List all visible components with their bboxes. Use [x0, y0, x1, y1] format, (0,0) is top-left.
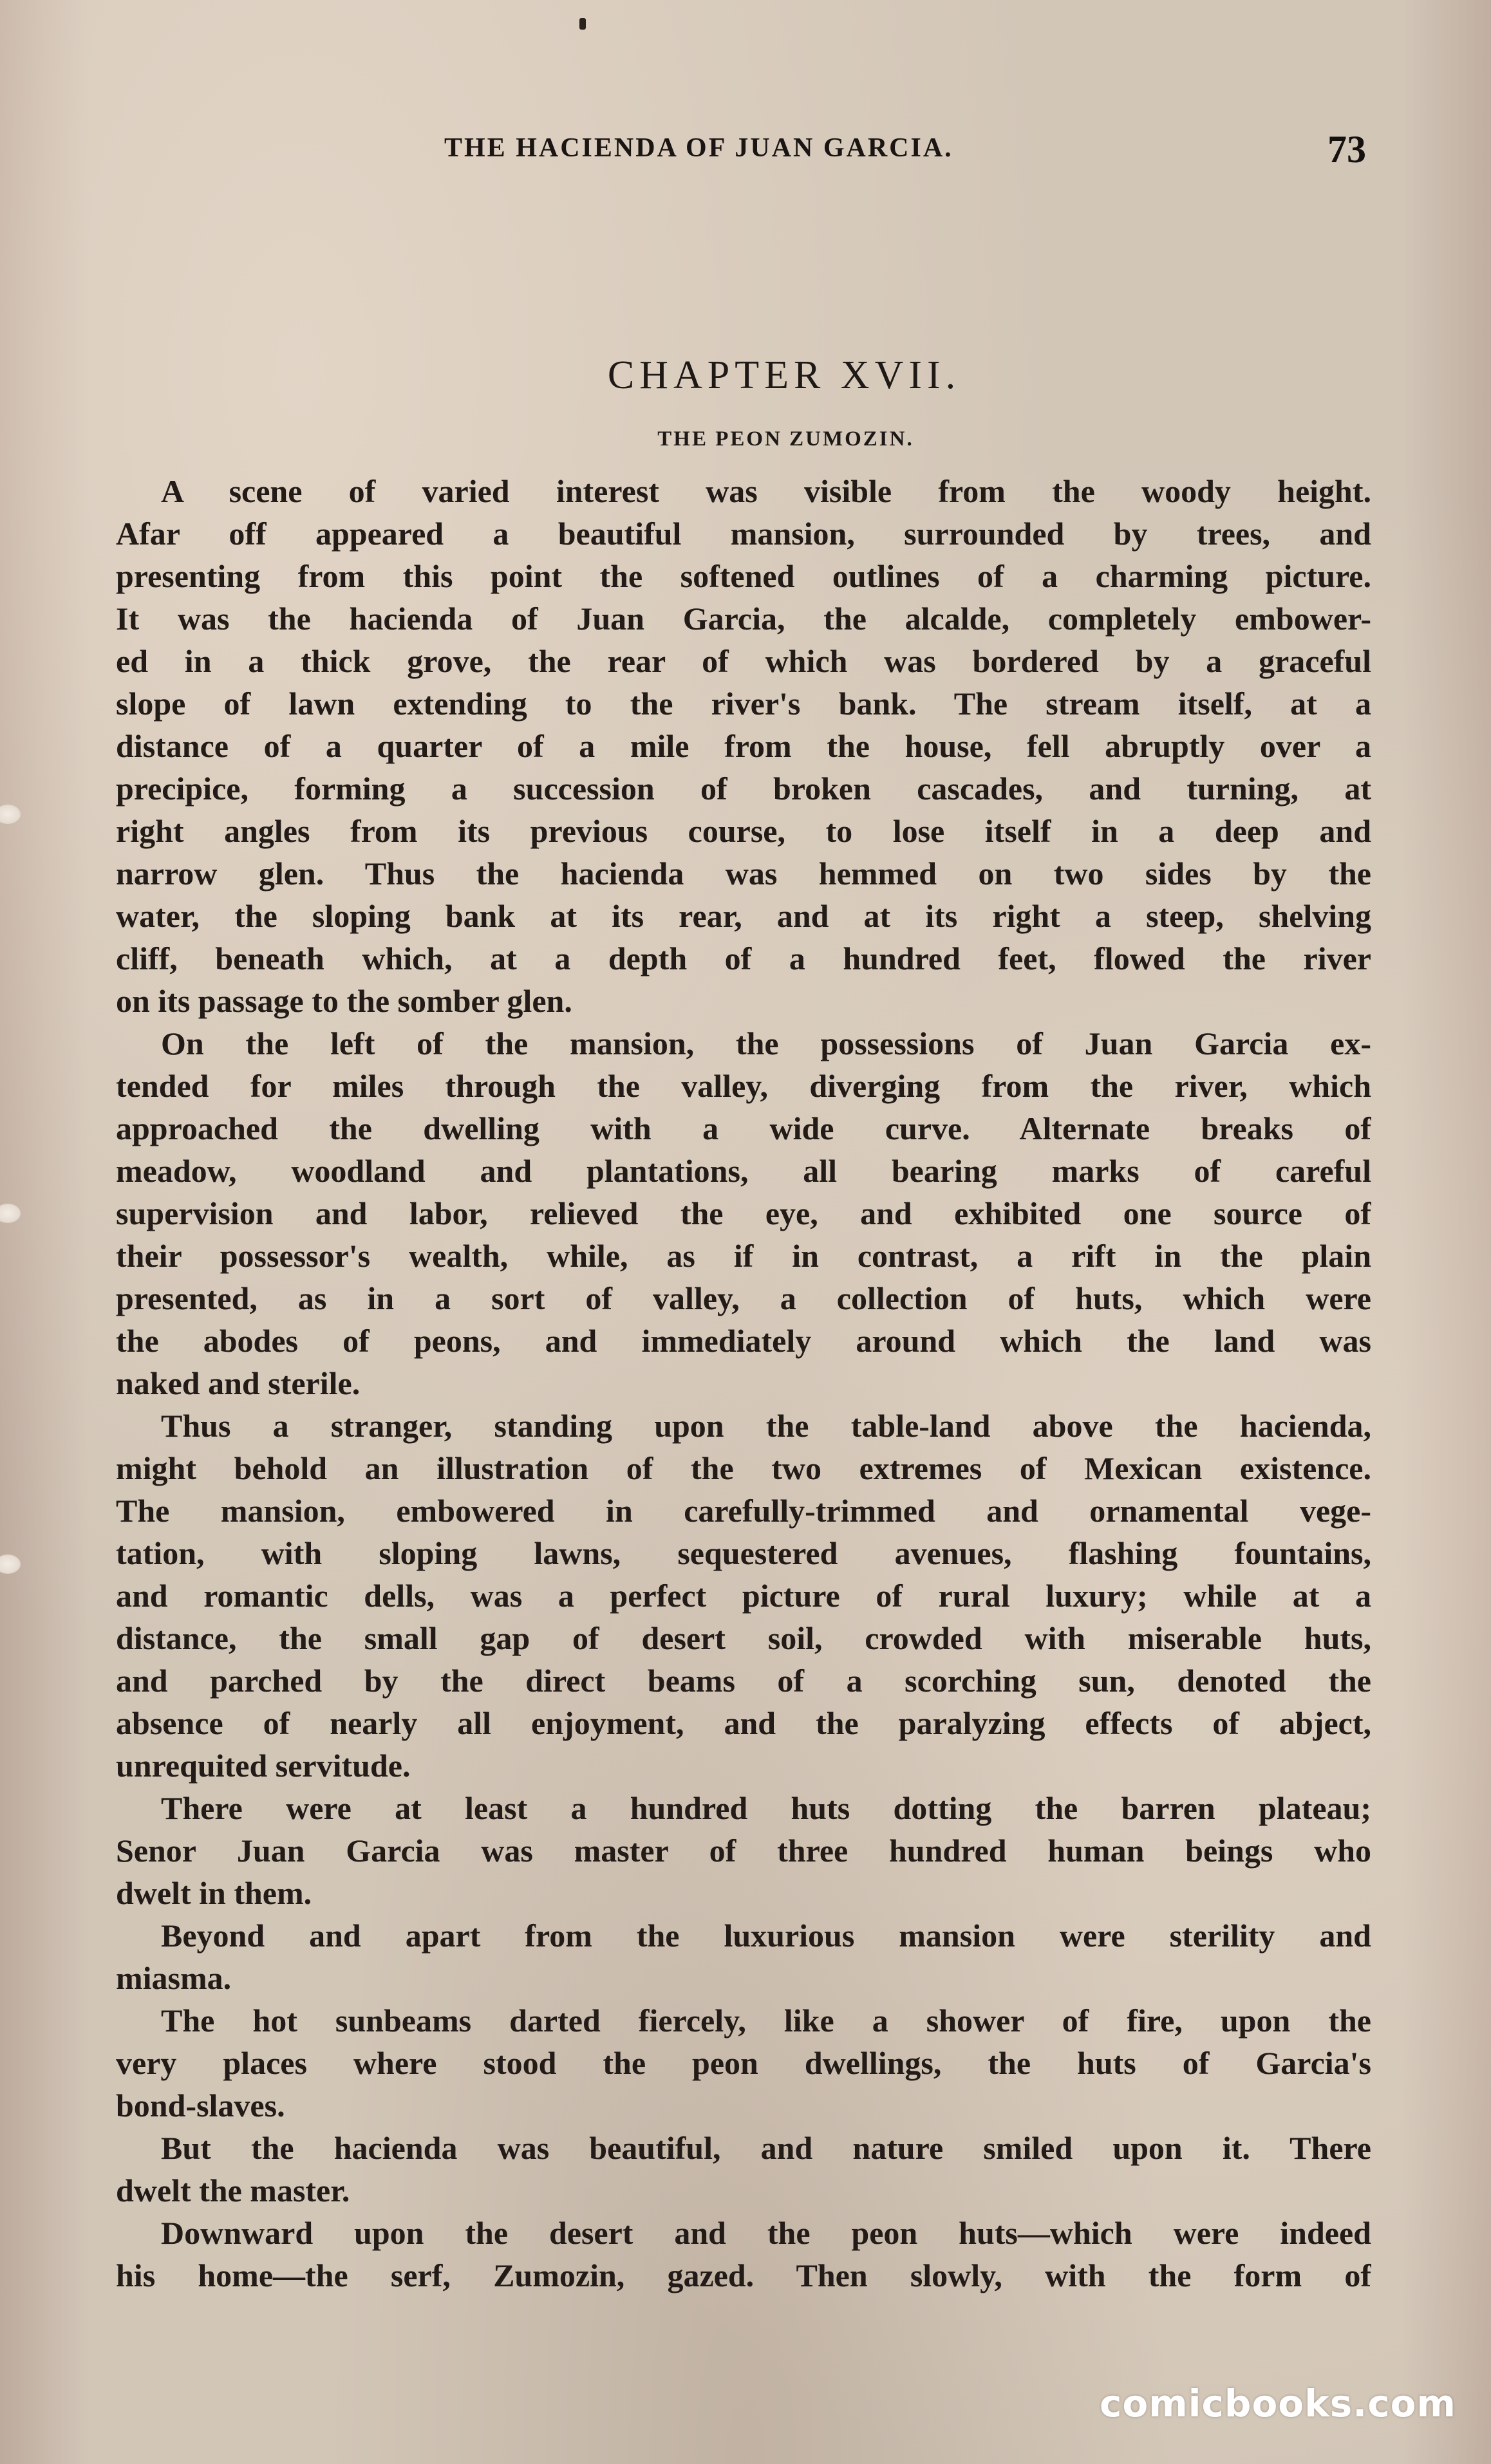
text-line: precipice, forming a succession of broken cascades, and turning, at: [116, 770, 1371, 807]
text-line: unrequited servitude.: [116, 1748, 411, 1784]
text-line: On the left of the mansion, the possessions of Juan Garcia ex-: [161, 1025, 1371, 1061]
text-line: presenting from this point the softened outlines of a charming picture.: [116, 558, 1371, 594]
text-line: meadow, woodland and plantations, all bearing marks of careful: [116, 1153, 1371, 1189]
text-line: and parched by the direct beams of a scorching sun, denoted the: [116, 1663, 1371, 1699]
page-damage-mark: [0, 1204, 21, 1223]
text-line: presented, as in a sort of valley, a collection of huts, which were: [116, 1280, 1371, 1316]
text-line: cliff, beneath which, at a depth of a hundred feet, flowed the river: [116, 940, 1371, 976]
text-line: The hot sunbeams darted fiercely, like a shower of fire, upon the: [161, 2002, 1371, 2039]
text-line: tation, with sloping lawns, sequestered avenues, flashing fountains,: [116, 1535, 1371, 1571]
text-line: It was the hacienda of Juan Garcia, the alcalde, completely embower-: [116, 601, 1371, 637]
text-line: Thus a stranger, standing upon the table-land above the hacienda,: [161, 1408, 1371, 1444]
text-line: Downward upon the desert and the peon huts—which were indeed: [161, 2215, 1371, 2251]
text-line: A scene of varied interest was visible from the woody height.: [161, 473, 1371, 509]
text-line: slope of lawn extending to the river's bank. The stream itself, at a: [116, 686, 1371, 722]
text-line: their possessor's wealth, while, as if in contrast, a rift in the plain: [116, 1238, 1371, 1274]
text-line: The mansion, embowered in carefully-trimmed and ornamental vege-: [116, 1493, 1371, 1529]
text-line: the abodes of peons, and immediately around which the land was: [116, 1323, 1371, 1359]
text-line: water, the sloping bank at its rear, and at its right a steep, shelving: [116, 898, 1371, 934]
text-line: narrow glen. Thus the hacienda was hemmed on two sides by the: [116, 855, 1371, 891]
text-line: very places where stood the peon dwellings, the huts of Garcia's: [116, 2045, 1371, 2081]
text-line: supervision and labor, relieved the eye, and exhibited one source of: [116, 1195, 1371, 1231]
chapter-body: [116, 470, 1371, 2297]
text-line: ed in a thick grove, the rear of which was bordered by a graceful: [116, 643, 1371, 679]
text-line: dwelt the master.: [116, 2172, 350, 2208]
text-line: miasma.: [116, 1960, 232, 1996]
text-line: Afar off appeared a beautiful mansion, surrounded by trees, and: [116, 516, 1371, 552]
text-line: approached the dwelling with a wide curve. Alternate breaks of: [116, 1110, 1371, 1146]
text-line: There were at least a hundred huts dotting the barren plateau;: [161, 1790, 1371, 1826]
page-damage-mark: [0, 805, 21, 824]
text-line: absence of nearly all enjoyment, and the paralyzing effects of abject,: [116, 1705, 1371, 1741]
text-line: distance of a quarter of a mile from the house, fell abruptly over a: [116, 728, 1371, 764]
text-line: Senor Juan Garcia was master of three hundred human beings who: [116, 1833, 1371, 1869]
chapter-subtitle: [0, 427, 1491, 451]
chapter-subtitle-text: THE PEON ZUMOZIN.: [657, 427, 914, 451]
page-damage-mark: [0, 1554, 21, 1574]
chapter-title: [0, 353, 1491, 398]
running-title: THE HACIENDA OF JUAN GARCIA.: [444, 133, 953, 163]
text-line: might behold an illustration of the two extremes of Mexican existence.: [116, 1450, 1371, 1486]
running-head: [0, 128, 1491, 171]
text-line: tended for miles through the valley, diverging from the river, which: [116, 1068, 1371, 1104]
text-line: and romantic dells, was a perfect picture of rural luxury; while at a: [116, 1578, 1371, 1614]
text-line: But the hacienda was beautiful, and nature smiled upon it. There: [161, 2130, 1371, 2166]
text-line: dwelt in them.: [116, 1875, 312, 1911]
text-line: right angles from its previous course, to lose itself in a deep and: [116, 813, 1371, 849]
page-number: 73: [1327, 128, 1366, 171]
text-line: Beyond and apart from the luxurious mansion were sterility and: [161, 1918, 1371, 1954]
watermark: comicbooks.com: [1100, 2382, 1456, 2425]
text-line: naked and sterile.: [116, 1365, 361, 1401]
text-line: distance, the small gap of desert soil, crowded with miserable huts,: [116, 1620, 1371, 1656]
chapter-title-text: CHAPTER XVII.: [607, 353, 961, 397]
text-line: on its passage to the somber glen.: [116, 983, 572, 1019]
ink-speck: [579, 18, 586, 30]
text-line: his home—the serf, Zumozin, gazed. Then slowly, with the form of: [116, 2257, 1371, 2293]
text-line: bond-slaves.: [116, 2087, 285, 2123]
